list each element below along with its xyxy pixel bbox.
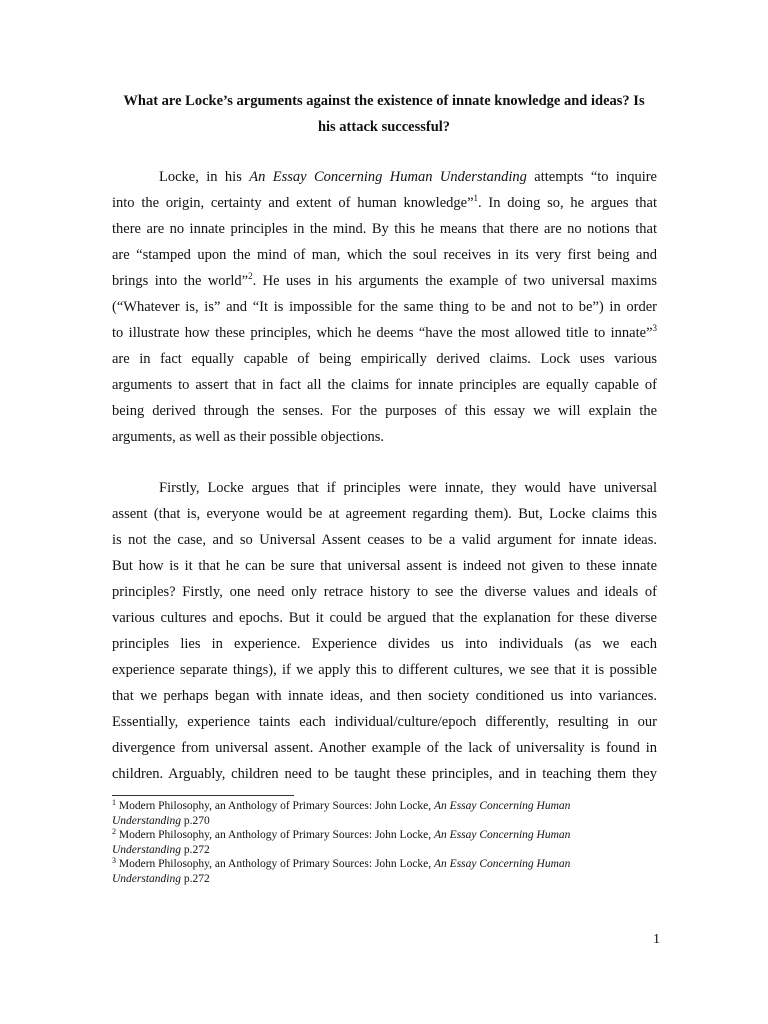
footnotes: [112, 799, 657, 886]
paragraph-line: are “stamped upon the mind of man, which the soul receives in its very first being and: [112, 247, 657, 263]
paragraph-line: arguments to assert that in fact all the claims for innate principles are equally capable of: [112, 377, 657, 393]
footnote-ref-2: 2: [248, 271, 253, 281]
footnote-1: $^1$ Modern Philosophy, an Anthology of Primary Sources: John Locke, An Essay Concerning Human Understanding p.270: [112, 798, 571, 827]
paragraph-line: (“Whatever is, is” and “It is impossible for the same thing to be and not to be”) in order: [112, 299, 657, 315]
paragraph-line: divergence from universal assent. Another example of the lack of universality is found in: [112, 740, 657, 756]
footnote-divider: [112, 795, 294, 796]
paragraph-line: experience separate things), if we apply this to different cultures, we see that it is possible: [112, 662, 657, 678]
work-title: An Essay Concerning Human Understanding: [249, 169, 527, 185]
paragraph-line: children. Arguably, children need to be taught these principles, and in teaching them they: [112, 766, 657, 782]
paragraph-line: various cultures and epochs. But it could be argued that the explanation for these diverse: [112, 610, 657, 626]
footnote-number: 3: [112, 856, 116, 865]
paragraph-line: there are no innate principles in the mind. By this he means that there are no notions that: [112, 221, 657, 237]
paragraph-line: Locke, in his An Essay Concerning Human Understanding attempts “to inquire: [159, 169, 657, 185]
paragraph-1: [112, 164, 657, 450]
paragraph-line: principles lies in experience. Experience divides us into individuals (as we each: [112, 636, 657, 652]
paragraph-line: are in fact equally capable of being empirically derived claims. Lock uses various: [112, 351, 657, 367]
page-number: 1: [653, 932, 660, 947]
footnote-3: $^3$ Modern Philosophy, an Anthology of Primary Sources: John Locke, An Essay Concerning Human Understanding p.272: [112, 856, 571, 885]
essay-title: [100, 88, 668, 140]
footnote-2: $^2$ Modern Philosophy, an Anthology of Primary Sources: John Locke, An Essay Concerning Human Understanding p.272: [112, 827, 571, 856]
paragraph-line: arguments, as well as their possible objections.: [112, 429, 384, 445]
paragraph-line: Firstly, Locke argues that if principles were innate, they would have universal: [159, 480, 657, 496]
paragraph-line: to illustrate how these principles, which he deems “have the most allowed title to innate”$^3$: [112, 323, 657, 341]
footnote-number: 1: [112, 798, 116, 807]
footnote-ref-1: 1: [473, 193, 479, 203]
paragraph-line: is not the case, and so Universal Assent ceases to be a valid argument for innate ideas.: [112, 532, 657, 548]
paragraph-2: [112, 475, 657, 787]
paragraph-line: brings into the world”$^2$. He uses in his arguments the example of two universal maxims: [112, 271, 657, 289]
paragraph-line: being derived through the senses. For the purposes of this essay we will explain the: [112, 403, 657, 419]
paragraph-line: principles? Firstly, one need only retrace history to see the diverse values and ideals of: [112, 584, 657, 600]
paragraph-line: Essentially, experience taints each individual/culture/epoch differently, resulting in our: [112, 714, 657, 730]
footnote-number: 2: [112, 827, 116, 836]
paragraph-line: into the origin, certainty and extent of human knowledge”$^1$. In doing so, he argues that: [112, 193, 657, 211]
title-line-1: What are Locke’s arguments against the existence of innate knowledge and ideas? Is: [123, 93, 645, 109]
title-line-2: his attack successful?: [317, 119, 451, 135]
paragraph-line: But how is it that he can be sure that universal assent is indeed not given to these innate: [112, 558, 657, 574]
footnote-ref-3: 3: [652, 323, 657, 333]
paragraph-line: assent (that is, everyone would be at agreement regarding them). But, Locke claims this: [112, 506, 657, 522]
paragraph-line: that we perhaps began with innate ideas, and then society conditioned us into variances.: [112, 688, 657, 704]
